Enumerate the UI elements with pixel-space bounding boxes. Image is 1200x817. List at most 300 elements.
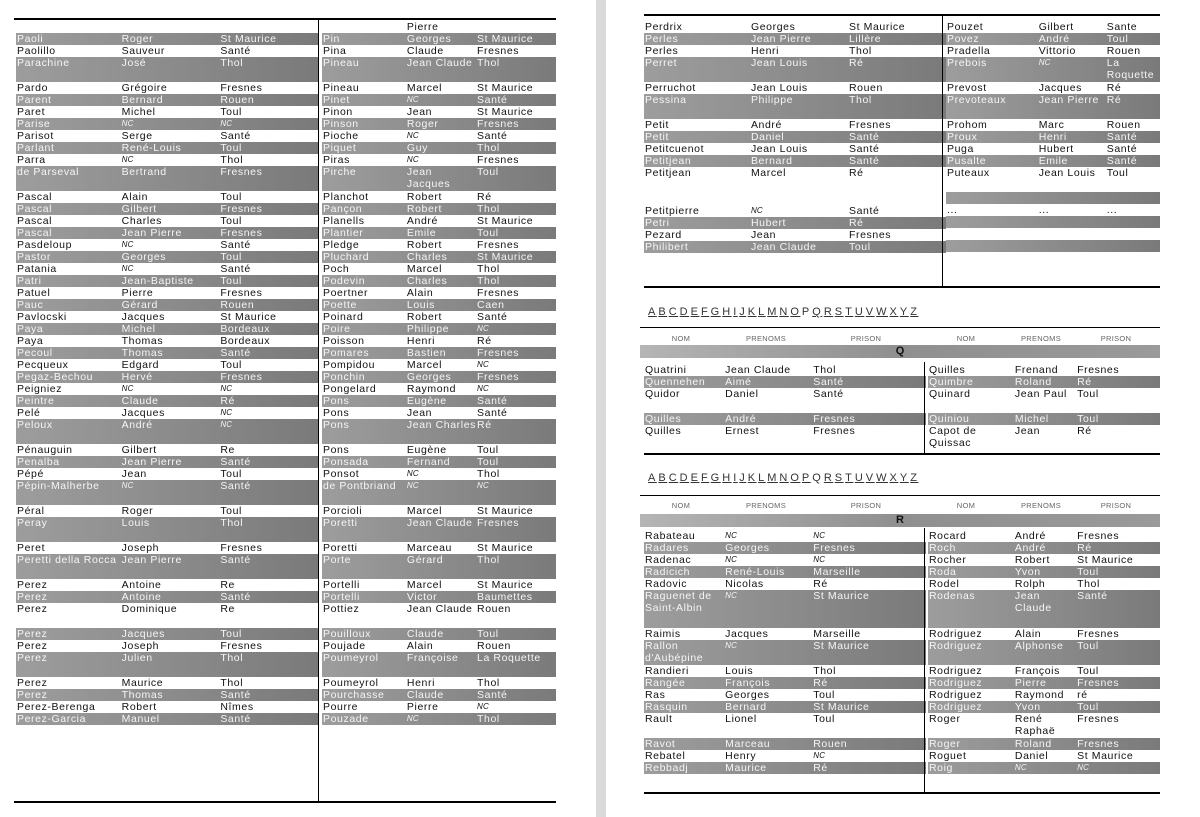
nom-cell: Roda [929, 566, 957, 578]
prison-cell: St Maurice [477, 106, 534, 118]
nom-cell: Ravot [645, 738, 676, 750]
table-row [644, 762, 926, 774]
nom-cell: Randieri [645, 665, 689, 677]
table-row [16, 118, 318, 130]
prison-cell: Toul [813, 713, 835, 725]
prison-cell: Thol [477, 263, 500, 275]
prenom-cell: Henry [725, 750, 757, 762]
table-row [16, 323, 318, 335]
table-row [946, 192, 1160, 204]
nom-cell: Pelé [17, 407, 41, 419]
nom-cell: Poumeyrol [323, 677, 379, 689]
nom-cell: Roig [929, 762, 953, 774]
prison-cell: Thol [220, 677, 244, 689]
prenom-cell: Louis [121, 517, 150, 529]
prenom-cell: Bertrand [121, 166, 167, 178]
prenom-cell: Maurice [725, 762, 767, 774]
prenom-cell: NC [121, 384, 134, 393]
r-names-right [928, 530, 1160, 774]
prison-cell: Fresnes [477, 287, 520, 299]
table-row [644, 57, 946, 82]
prenom-cell: Charles [121, 215, 163, 227]
table-row [16, 603, 318, 628]
nom-cell: Ras [645, 689, 666, 701]
prison-cell: St Maurice [477, 82, 534, 94]
prison-cell: Lillère [848, 33, 882, 45]
prison-cell: Santé [477, 130, 508, 142]
prison-cell: Rouen [477, 640, 511, 652]
prison-cell: Sante [1106, 21, 1138, 33]
prenom-cell: Frenand [1014, 364, 1059, 376]
prison-cell: St Maurice [477, 505, 534, 517]
nom-cell: Roch [929, 542, 956, 554]
prenom-cell: Eugène [406, 395, 447, 407]
table-row [644, 425, 926, 450]
alphabet-link-r[interactable]: R [823, 472, 834, 484]
table-rule [640, 495, 1160, 496]
table-row [16, 505, 318, 517]
table-row [946, 240, 1160, 252]
prison-cell: Toul [848, 241, 871, 253]
prenom-cell: NC [121, 119, 134, 128]
prison-cell: Re [220, 579, 235, 591]
alphabet-link-c[interactable]: C [668, 472, 679, 484]
prenom-cell: Jean Louis [750, 82, 808, 94]
alphabet-link-d[interactable]: D [679, 472, 690, 484]
alphabet-link-l[interactable]: L [758, 306, 766, 318]
prison-cell: Thol [477, 468, 500, 480]
nom-cell: Quimbre [929, 376, 974, 388]
alphabet-link-o[interactable]: O [790, 306, 801, 318]
alphabet-link-m[interactable]: M [767, 472, 778, 484]
table-row [322, 94, 556, 106]
nom-cell: Pinson [323, 118, 359, 130]
table-row [644, 376, 926, 388]
nom-cell: Radenac [645, 554, 692, 566]
nom-cell: Quatrini [645, 364, 687, 376]
nom-cell: Poinard [323, 311, 364, 323]
prenom-cell: NC [406, 155, 419, 164]
table-row [322, 203, 556, 215]
prenom-cell: André [406, 215, 438, 227]
alphabet-link-y[interactable]: Y [899, 306, 909, 318]
prenom-cell: Jean Paul [1014, 388, 1067, 400]
nom-cell: Petitpierre [645, 205, 700, 217]
nom-cell: Quennehen [645, 376, 706, 388]
prenom-cell: Georges [725, 542, 770, 554]
table-row [16, 82, 318, 94]
prison-cell: Fresnes [813, 542, 856, 554]
nom-cell: Pascal [17, 227, 53, 239]
prison-cell: Thol [220, 652, 244, 664]
table-row [644, 155, 946, 167]
alphabet-link-u[interactable]: U [854, 472, 865, 484]
prison-cell: Toul [1077, 413, 1099, 425]
table-row [16, 299, 318, 311]
alphabet-link-g[interactable]: G [710, 306, 721, 318]
prenom-cell [1038, 240, 1106, 252]
alphabet-link-r[interactable]: R [823, 306, 834, 318]
prison-cell: NC [813, 555, 826, 564]
table-row [644, 665, 926, 677]
prison-cell: Toul [220, 191, 242, 203]
prison-cell: Toul [477, 444, 499, 456]
prison-cell: Thol [813, 364, 837, 376]
alphabet-link-d[interactable]: D [679, 306, 690, 318]
table-row [16, 106, 318, 118]
prenom-cell [1038, 192, 1106, 204]
prenom-cell: Nicolas [725, 578, 764, 590]
table-row [644, 677, 926, 689]
prison-cell: Fresnes [848, 229, 892, 241]
nom-cell: Perez-Garcia [17, 713, 87, 725]
nom-cell: Pascal [17, 203, 53, 215]
alphabet-link-e[interactable]: E [690, 472, 700, 484]
prenom-cell: Marcel [406, 263, 443, 275]
prenom-cell: Pierre [406, 21, 439, 33]
nom-cell: Petitjean [645, 167, 692, 179]
column-header: NOM [956, 500, 976, 510]
prenom-cell: Jean [406, 407, 433, 419]
table-row [928, 762, 1160, 774]
prenom-cell: Jean [121, 468, 147, 480]
alphabet-link-a[interactable]: A [648, 306, 657, 318]
alphabet-link-m[interactable]: M [767, 306, 778, 318]
prenom-cell: Yvon [1014, 566, 1041, 578]
alphabet-link-s[interactable]: S [834, 306, 844, 318]
table-row [322, 517, 556, 542]
alphabet-link-t[interactable]: T [845, 306, 854, 318]
prison-cell: Toul [220, 251, 242, 263]
table-row [16, 191, 318, 203]
prenom-cell: André [1014, 542, 1046, 554]
prison-cell: Fresnes [477, 517, 520, 529]
alphabet-link-b[interactable]: B [658, 472, 668, 484]
alphabet-link-b[interactable]: B [658, 306, 668, 318]
alphabet-link-n[interactable]: N [779, 306, 789, 318]
nom-cell: Prevost [947, 82, 987, 94]
nom-cell [946, 216, 1038, 228]
alphabet-link-q: Q [812, 472, 823, 484]
table-row [322, 359, 556, 371]
prison-cell: Fresnes [220, 203, 263, 215]
prison-cell: Santé [1106, 143, 1138, 155]
table-row [322, 142, 556, 154]
nom-cell: Pina [323, 45, 347, 57]
prenom-cell: Henri [406, 335, 436, 347]
alphabet-link-v[interactable]: V [865, 472, 875, 484]
prenom-cell: Philippe [406, 323, 450, 335]
prison-cell: NC [813, 751, 826, 760]
prison-cell: Toul [220, 628, 242, 640]
alphabet-link-i[interactable]: I [733, 306, 738, 318]
prenom-cell: Eugène [406, 444, 447, 456]
table-row [322, 456, 556, 468]
prenom-cell: François [725, 677, 771, 689]
prison-cell: Santé [848, 131, 880, 143]
nom-cell: Pin [323, 33, 340, 45]
alphabet-link-j[interactable]: J [739, 472, 747, 484]
prenom-cell: André [725, 413, 757, 425]
column-header: PRENOMS [745, 333, 787, 343]
prenom-cell: Gilbert [121, 444, 157, 456]
prenom-cell: Antoine [121, 591, 162, 603]
table-row [322, 251, 556, 263]
table-row [322, 82, 556, 94]
nom-cell: de Parseval [17, 166, 80, 178]
table-row [16, 203, 318, 215]
prison-cell: Fresnes [220, 371, 263, 383]
prenom-cell: Marceau [725, 738, 771, 750]
alphabet-index [648, 306, 920, 318]
prison-cell: NC [220, 408, 233, 417]
nom-cell: Plantier [323, 227, 364, 239]
alphabet-link-w[interactable]: W [876, 306, 889, 318]
prenom-cell: Roger [121, 33, 154, 45]
table-row [16, 359, 318, 371]
prison-cell: Fresnes [848, 119, 892, 131]
table-row [928, 425, 1160, 450]
alphabet-link-v[interactable]: V [865, 306, 875, 318]
nom-cell: Rodriguez [929, 701, 983, 713]
alphabet-link-a[interactable]: A [648, 472, 657, 484]
prenom-cell: Julien [121, 652, 153, 664]
alphabet-link-y[interactable]: Y [899, 472, 909, 484]
nom-cell: Perez [17, 689, 48, 701]
alphabet-link-i[interactable]: I [733, 472, 738, 484]
nom-cell: Pradella [947, 45, 991, 57]
table-row [322, 106, 556, 118]
table-row [928, 665, 1160, 677]
alphabet-index [648, 472, 920, 484]
table-row [644, 413, 926, 425]
prenom-cell: Marc [1038, 119, 1065, 131]
prenom-cell: Thomas [121, 689, 164, 701]
prenom-cell: Jean Claude [750, 241, 817, 253]
prison-cell: Fresnes [1077, 628, 1120, 640]
prenom-cell: Michel [121, 323, 156, 335]
nom-cell: Pançon [323, 203, 363, 215]
nom-cell: Quiniou [929, 413, 970, 425]
prison-cell: Fresnes [477, 347, 520, 359]
table-row [946, 155, 1160, 167]
alphabet-link-k[interactable]: K [747, 472, 757, 484]
prison-cell: NC [220, 420, 233, 429]
prison-cell: Ré [1106, 94, 1122, 106]
column-header: NOM [956, 333, 976, 343]
p-names-column-right [946, 21, 1160, 252]
prenom-cell: Bernard [750, 155, 793, 167]
alphabet-link-j[interactable]: J [739, 306, 747, 318]
prison-cell: Caen [477, 299, 505, 311]
prenom-cell: Bernard [725, 701, 767, 713]
table-row [16, 130, 318, 142]
prison-cell: Rouen [477, 603, 511, 615]
table-row [16, 33, 318, 45]
prenom-cell: Maurice [121, 677, 164, 689]
table-row [644, 205, 946, 217]
prenom-cell: Georges [406, 371, 452, 383]
nom-cell: Rasquin [645, 701, 688, 713]
prison-cell: Toul [220, 215, 242, 227]
prison-cell: Re [220, 444, 235, 456]
prenom-cell: Alphonse [1014, 640, 1064, 652]
table-row [322, 603, 556, 628]
prenom-cell: Claude [121, 395, 159, 407]
alphabet-link-o[interactable]: O [790, 472, 801, 484]
alphabet-link-h[interactable]: H [722, 472, 732, 484]
table-row [322, 480, 556, 505]
alphabet-link-p[interactable]: P [801, 472, 811, 484]
alphabet-link-k[interactable]: K [747, 306, 757, 318]
alphabet-link-f[interactable]: F [700, 472, 710, 484]
table-row [16, 456, 318, 468]
table-row [16, 677, 318, 689]
table-row [644, 578, 926, 590]
prison-cell: NC [220, 384, 233, 393]
table-row [322, 275, 556, 287]
alphabet-link-c[interactable]: C [668, 306, 679, 318]
prenom-cell: Marcel [406, 579, 443, 591]
prison-cell: Ré [848, 57, 864, 69]
prison-cell: St Maurice [477, 215, 534, 227]
prenom-cell: Robert [1014, 554, 1051, 566]
alphabet-link-e[interactable]: E [690, 306, 700, 318]
table-row [322, 713, 556, 725]
nom-cell: Parachine [17, 57, 70, 69]
nom-cell: Pardo [17, 82, 49, 94]
alphabet-link-g[interactable]: G [710, 472, 721, 484]
nom-cell: Pecqueux [17, 359, 69, 371]
nom-cell: Rodriguez [929, 640, 983, 652]
alphabet-link-h[interactable]: H [722, 306, 732, 318]
table-row [322, 323, 556, 335]
table-row [644, 82, 946, 94]
prenom-cell: Georges [406, 33, 452, 45]
p-table-bottom-rule [644, 286, 1160, 288]
prison-cell: Rouen [220, 94, 255, 106]
nom-cell: Pecoul [17, 347, 53, 359]
nom-cell: Pluchard [323, 251, 370, 263]
alphabet-link-n[interactable]: N [779, 472, 789, 484]
nom-cell: Patuel [17, 287, 51, 299]
prison-cell: Thol [477, 203, 500, 215]
nom-cell: Quilles [929, 364, 966, 376]
alphabet-link-z[interactable]: Z [910, 306, 919, 318]
prenom-cell: Jean Claude [406, 517, 473, 529]
nom-cell: Pineau [323, 82, 360, 94]
prenom-cell: Robert [121, 701, 157, 713]
table-row [644, 388, 926, 413]
prison-cell: St Maurice [220, 311, 277, 323]
nom-cell: Perez [17, 652, 48, 664]
table-row [644, 131, 946, 143]
table-row [928, 542, 1160, 554]
alphabet-link-z[interactable]: Z [910, 472, 919, 484]
nom-cell: Roger [929, 713, 961, 725]
nom-cell: Perles [645, 45, 679, 57]
table-row [322, 628, 556, 640]
prenom-cell: Gérard [121, 299, 158, 311]
prenom-cell: Jean Pierre [750, 33, 812, 45]
prison-cell: Ré [813, 578, 828, 590]
nom-cell: Perez [17, 640, 48, 652]
nom-cell: Rodel [929, 578, 960, 590]
table-row [16, 689, 318, 701]
p-names-column-left [644, 21, 946, 253]
alphabet-link-l[interactable]: L [758, 472, 766, 484]
prenom-cell: Daniel [725, 388, 759, 400]
prison-cell: ré [1077, 689, 1088, 701]
prenom-cell: René-Louis [121, 142, 182, 154]
table-row [946, 94, 1160, 119]
nom-cell: ... [947, 204, 958, 216]
table-row [322, 419, 556, 444]
prison-cell: Santé [220, 554, 251, 566]
prenom-cell: Claude [406, 628, 444, 640]
prison-cell: NC [220, 119, 233, 128]
alphabet-link-s[interactable]: S [834, 472, 844, 484]
prenom-cell: Georges [725, 689, 770, 701]
nom-cell: Pouzet [947, 21, 984, 33]
prenom-cell: Marcel [406, 359, 443, 371]
table-row [322, 395, 556, 407]
prison-cell: Santé [1106, 131, 1138, 143]
alphabet-link-x[interactable]: X [889, 472, 899, 484]
prenom-cell: Thomas [121, 335, 164, 347]
alphabet-link-x[interactable]: X [889, 306, 899, 318]
table-row [322, 677, 556, 689]
nom-cell: Pinet [323, 94, 350, 106]
alphabet-link-f[interactable]: F [700, 306, 710, 318]
table-row [16, 579, 318, 591]
prison-cell: Toul [220, 275, 242, 287]
table-row [644, 143, 946, 155]
prenom-cell: André [121, 419, 153, 431]
nom-cell: Rocher [929, 554, 967, 566]
prenom-cell: Robert [406, 311, 443, 323]
prenom-cell: NC [121, 481, 134, 490]
prenom-cell: NC [1038, 58, 1051, 67]
prison-cell: Fresnes [220, 166, 263, 178]
left-column-divider [318, 18, 319, 801]
prison-cell: Toul [220, 359, 242, 371]
alphabet-link-t[interactable]: T [845, 472, 854, 484]
prison-cell: St Maurice [813, 640, 870, 652]
table-row [946, 21, 1160, 33]
nom-cell: Rodriguez [929, 628, 983, 640]
table-row [946, 216, 1160, 228]
prenom-cell: Jean Louis [750, 143, 808, 155]
table-row [322, 579, 556, 591]
table-row [928, 388, 1160, 413]
column-header: PRISON [850, 333, 882, 343]
table-row [644, 167, 946, 205]
nom-cell: Rodriguez [929, 665, 983, 677]
nom-cell: Patania [17, 263, 57, 275]
nom-cell: Raimis [645, 628, 681, 640]
nom-cell: Pastor [17, 251, 51, 263]
table-row [928, 364, 1160, 376]
table-row [644, 364, 926, 376]
alphabet-link-q[interactable]: Q [812, 306, 823, 318]
alphabet-link-u[interactable]: U [854, 306, 865, 318]
nom-cell: Rault [645, 713, 673, 725]
table-row [644, 640, 926, 665]
q-column-divider [924, 362, 925, 453]
r-names-left [644, 530, 926, 774]
alphabet-link-w[interactable]: W [876, 472, 889, 484]
